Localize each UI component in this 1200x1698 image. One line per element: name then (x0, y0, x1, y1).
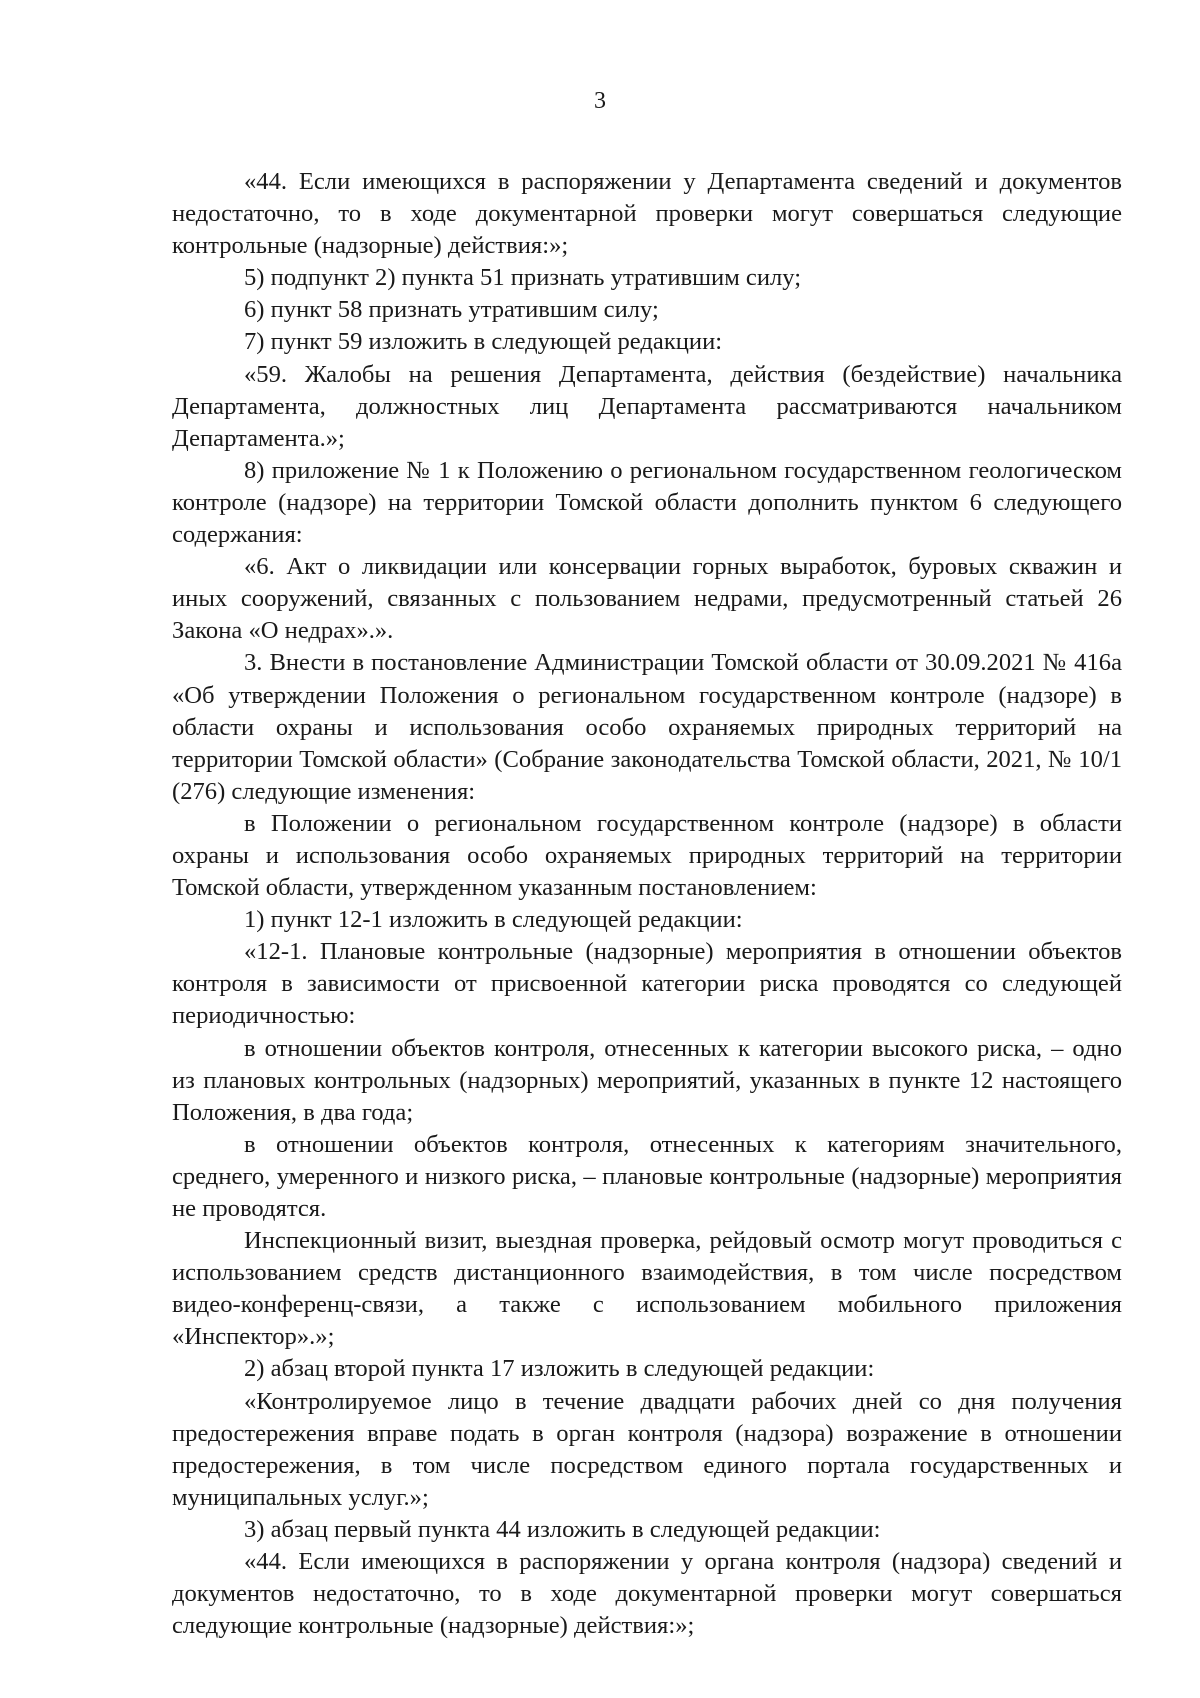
paragraph: 7) пункт 59 изложить в следующей редакции: (244, 328, 723, 356)
paragraph: «Контролируемое лицо в течение двадцати рабочих дней со дня получения предостережения вправе подать в орган контроля (надзора) возражение в отношении предостережения, в том числе посредством единого портала государственных и муниципальных услуг.»; (172, 1387, 1122, 1511)
paragraph: «12-1. Плановые контрольные (надзорные) мероприятия в отношении объектов контроля в зависимости от присвоенной категории риска проводятся со следующей периодичностью: (172, 938, 1122, 1030)
paragraph: 3. Внести в постановление Администрации Томской области от 30.09.2021 № 416а «Об утверждении Положения о региональном государственном контроле (надзоре) в области охраны и использования особо охраняемых природных территорий на территории Томской области» (Собрание законодательства Томской области, 2021, № 10/1 (276) следующие изменения: (172, 649, 1122, 805)
paragraph: «6. Акт о ликвидации или консервации горных выработок, буровых скважин и иных сооружений, связанных с пользованием недрами, предусмотренный статьей 26 Закона «О недрах».». (172, 553, 1122, 645)
paragraph: «59. Жалобы на решения Департамента, действия (бездействие) начальника Департамента, должностных лиц Департамента рассматриваются начальником Департамента.»; (172, 360, 1122, 452)
paragraph: в отношении объектов контроля, отнесенных к категории высокого риска, – одно из плановых контрольных (надзорных) мероприятий, указанных в пункте 12 настоящего Положения, в два года; (172, 1034, 1122, 1126)
paragraph: 5) подпункт 2) пункта 51 признать утратившим силу; (244, 264, 802, 292)
paragraph: в отношении объектов контроля, отнесенных к категориям значительного, среднего, умеренного и низкого риска, – плановые контрольные (надзорные) мероприятия не проводятся. (172, 1130, 1122, 1222)
paragraph: Инспекционный визит, выездная проверка, рейдовый осмотр могут проводиться с использованием средств дистанционного взаимодействия, в том числе посредством видео-конференц-связи, а также с использованием мобильного приложения «Инспектор».»; (172, 1227, 1122, 1351)
paragraph: «44. Если имеющихся в распоряжении у Департамента сведений и документов недостаточно, то в ходе документарной проверки могут совершаться следующие контрольные (надзорные) действия:»; (172, 168, 1122, 260)
paragraph: 2) абзац второй пункта 17 изложить в следующей редакции: (244, 1355, 875, 1383)
paragraph: 8) приложение № 1 к Положению о региональном государственном геологическом контроле (надзоре) на территории Томской области дополнить пунктом 6 следующего содержания: (172, 456, 1122, 549)
paragraph: «44. Если имеющихся в распоряжении у органа контроля (надзора) сведений и документов недостаточно, то в ходе документарной проверки могут совершаться следующие контрольные (надзорные) действия:»; (172, 1548, 1122, 1640)
paragraph: в Положении о региональном государственном контроле (надзоре) в области охраны и использования особо охраняемых природных территорий на территории Томской области, утвержденном указанным постановлением: (172, 809, 1122, 902)
paragraph: 1) пункт 12-1 изложить в следующей редакции: (244, 906, 743, 934)
paragraph: 3) абзац первый пункта 44 изложить в следующей редакции: (244, 1515, 881, 1543)
document-body (172, 166, 1122, 1642)
page-number: 3 (594, 88, 606, 114)
paragraph: 6) пункт 58 признать утратившим силу; (244, 296, 659, 324)
